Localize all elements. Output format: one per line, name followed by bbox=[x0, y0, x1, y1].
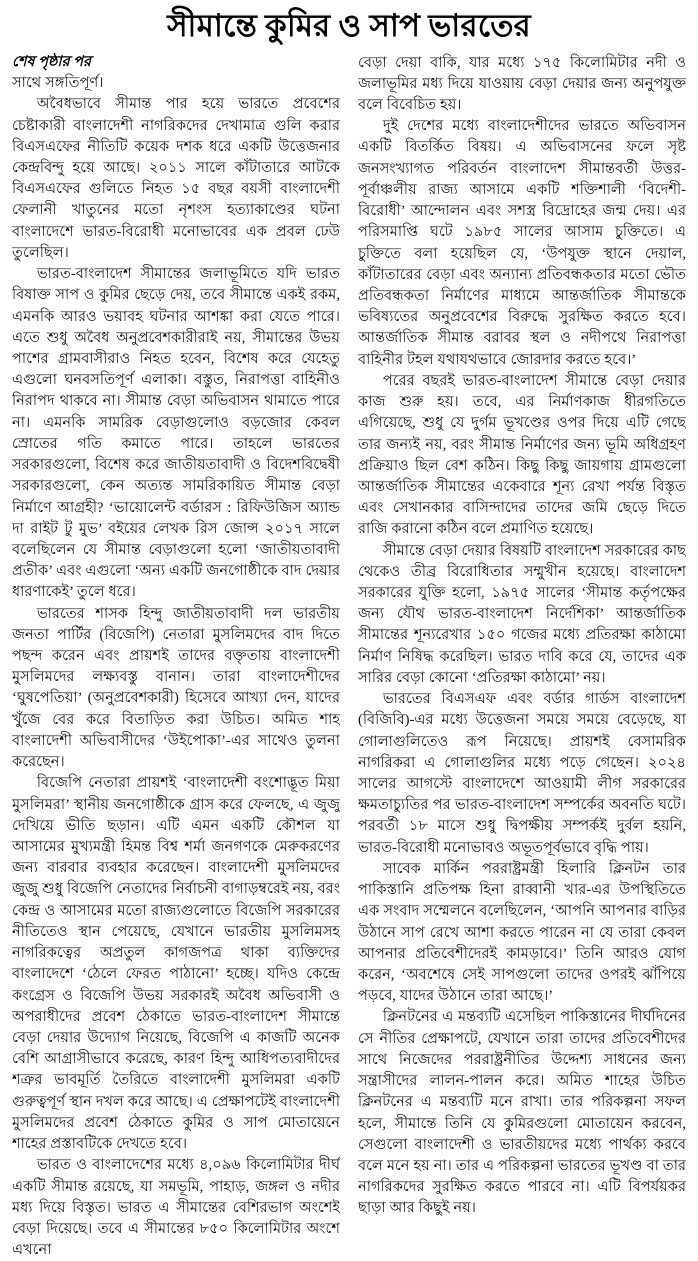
paragraph: পরের বছরই ভারত-বাংলাদেশ সীমান্তে বেড়া দেয়ার কাজ শুরু হয়। তবে, এর নির্মাণকাজ ধীরগতিতে এগিয়েছে, শুধু যে দুর্গম ভূখণ্ডের ওপর দিয়ে এটি গেছে তার জন্যই নয়, বরং সীমান্ত নির্মাণের জন্য ভূমি অধিগ্রহণ প্রক্রিয়াও ছিল বেশ কঠিন। কিছু কিছু জায়গায় গ্রামগুলো আন্তর্জাতিক সীমান্তের একেবারে শূন্য রেখা পর্যন্ত বিস্তৃত এবং সেখানকার বাসিন্দাদের তাদের জমি ছেড়ে দিতে রাজি করানো কঠিন বলে প্রমাণিত হয়েছে। bbox=[358, 372, 686, 538]
paragraph: বেড়া দেয়া বাকি, যার মধ্যে ১৭৫ কিলোমিটার নদী ও জলাভূমির মধ্য দিয়ে যাওয়ায় বেড়া দেয়ার জন্য অনুপযুক্ত বলে বিবেচিত হয়। bbox=[358, 54, 686, 114]
left-column bbox=[12, 53, 340, 1261]
paragraph: ভারত ও বাংলাদেশের মধ্যে ৪,০৯৬ কিলোমিটার দীর্ঘ একটি সীমান্ত রয়েছে, যা সমভূমি, পাহাড়, জঙ্গল ও নদীর মধ্য দিয়ে বিস্তৃত। ভারত এ সীমান্তের বেশিরভাগ অংশেই বেড়া দিয়েছে। তবে এ সীমান্তের ৮৫০ কিলোমিটার অংশে এখনো bbox=[12, 1157, 340, 1259]
article-columns bbox=[12, 53, 686, 1259]
paragraph: বিজেপি নেতারা প্রায়শই ‘বাংলাদেশী বংশোদ্ভূত মিয়া মুসলিমরা’ স্থানীয় জনগোষ্ঠীকে গ্রাস করে ফেলছে, এ জুজু দেখিয়ে ভীতি ছড়ান। এটি এমন একটি কৌশল যা আসামের মুখ্যমন্ত্রী হিমন্ত বিশ্ব শর্মা জনগণকে মেরুকরণের জন্য বারবার ব্যবহার করেছেন। বাংলাদেশী মুসলিমদের জুজু শুধু বিজেপি নেতাদের নির্বাচনী বাগাড়ম্বরেই নয়, বরং কেন্দ্র ও আসামের মতো রাজ্যগুলোতে বিজেপি সরকারের নীতিতেও স্থান পেয়েছে, যেখানে ভারতীয় মুসলিমসহ নাগরিকত্বের অপ্রতুল কাগজপত্র থাকা ব্যক্তিদের বাংলাদেশে ‘ঠেলে ফেরত পাঠানো’ হচ্ছে। যদিও কেন্দ্রে কংগ্রেস ও বিজেপি উভয় সরকারই অবৈধ অভিবাসী ও অপরাধীদের প্রবেশ ঠেকাতে ভারত-বাংলাদেশ সীমান্তে বেড়া দেয়ার উদ্যোগ নিয়েছে, বিজেপি এ কাজটি অনেক বেশি আগ্রাসীভাবে করেছে, কারণ হিন্দু আধিপত্যবাদীদের শত্রুর ভাবমূর্তি তৈরিতে বাংলাদেশী মুসলিমরা একটি গুরুত্বপূর্ণ স্থান দখল করে আছে। এ প্রেক্ষাপটেই বাংলাদেশী মুসলিমদের প্রবেশ ঠেকাতে কুমির ও সাপ মোতায়েনে শাহের প্রস্তাবটিকে দেখতে হবে। bbox=[12, 775, 340, 1153]
page-title: সীমান্তে কুমির ও সাপ ভারতের bbox=[167, 8, 531, 43]
paragraph: ভারতের বিএসএফ এবং বর্ডার গার্ডস বাংলাদেশ (বিজিবি)-এর মধ্যে উত্তেজনা সময়ে সময়ে বেড়েছে, যা গোলাগুলিতেও রূপ নিয়েছে। প্রায়শই বেসামরিক নাগরিকরা এ গোলাগুলির মধ্যে পড়ে গেছেন। ২০২৪ সালের আগস্টে বাংলাদেশে আওয়ামী লীগ সরকারের ক্ষমতাচ্যুতির পর ভারত-বাংলাদেশ সম্পর্কের অবনতি ঘটে। পরবর্তী ১৮ মাসে শুধু দ্বিপক্ষীয় সম্পর্কই দুর্বল হয়নি, ভারত-বিরোধী মনোভাবও অভূতপূর্বভাবে বৃদ্ধি পায়। bbox=[358, 691, 686, 856]
paragraph: অবৈধভাবে সীমান্ত পার হয়ে ভারতে প্রবেশের চেষ্টাকারী বাংলাদেশী নাগরিকদের দেখামাত্র গুলি করার বিএসএফের নীতিটি কয়েক দশক ধরে একটি উত্তেজনার কেন্দ্রবিন্দু হয়ে আছে। ২০১১ সালে কাঁটাতারে আটকে বিএসএফের গুলিতে নিহত ১৫ বছর বয়সী বাংলাদেশী ফেলানী খাতুনের মতো নৃশংস হত্যাকাণ্ডের ঘটনা বাংলাদেশে ভারত-বিরোধী মনোভাবের এক প্রবল ঢেউ তুলেছিল। bbox=[12, 96, 340, 261]
continuation-line: সাথে সঙ্গতিপূর্ণ। bbox=[12, 75, 104, 92]
paragraph: ভারতের শাসক হিন্দু জাতীয়তাবাদী দল ভারতীয় জনতা পার্টির (বিজেপি) নেতারা মুসলিমদের বাদ দিতে পছন্দ করেন এবং প্রায়শই তাদের বক্তৃতায় বাংলাদেশী মুসলিমদের লক্ষ্যবস্তু বানান। তারা বাংলাদেশীদের ‘ঘুষপেতিয়া’ (অনুপ্রবেশকারী) হিসেবে আখ্যা দেন, যাদের খুঁজে বের করে বিতাড়িত করা উচিত। অমিত শাহ বাংলাদেশী অভিবাসীদের ‘উইপোকা’-এর সাথেও তুলনা করেছেন। bbox=[12, 605, 340, 771]
right-column bbox=[358, 53, 686, 1220]
paragraph: সাবেক মার্কিন পররাষ্ট্রমন্ত্রী হিলারি ক্লিনটন তার পাকিস্তানি প্রতিপক্ষ হিনা রাব্বানী খার-এর উপস্থিতিতে এক সংবাদ সম্মেলনে বলেছিলেন, ‘আপনি আপনার বাড়ির উঠানে সাপ রেখে আশা করতে পারেন না যে তারা কেবল আপনার প্রতিবেশীদেরই কামড়াবে।’ তিনি আরও যোগ করেন, ‘অবশেষে সেই সাপগুলো তাদের ওপরই ঝাঁপিয়ে পড়বে, যাদের উঠানে তারা আছে।’ bbox=[358, 860, 686, 1005]
continuation-kicker: শেষ পৃষ্ঠার পর bbox=[12, 53, 91, 70]
paragraph: দুই দেশের মধ্যে বাংলাদেশীদের ভারতে অভিবাসন একটি বিতর্কিত বিষয়। এ অভিবাসনের ফলে সৃষ্ট জনসংখ্যাগত পরিবর্তন বাংলাদেশ সীমান্তবর্তী উত্তর-পূর্বাঞ্চলীয় রাজ্য আসামে একটি শক্তিশালী ‘বিদেশী-বিরোধী’ আন্দোলন এবং সশস্ত্র বিদ্রোহের জন্ম দেয়। এর পরিসমাপ্তি ঘটে ১৯৮৫ সালের আসাম চুক্তিতে। এ চুক্তিতে বলা হয়েছিল যে, ‘উপযুক্ত স্থানে দেয়াল, কাঁটাতারের বেড়া এবং অন্যান্য প্রতিবন্ধকতার মতো ভৌত প্রতিবন্ধকতা নির্মাণের মাধ্যমে আন্তর্জাতিক সীমান্তকে ভবিষ্যতের অনুপ্রবেশের বিরুদ্ধে সুরক্ষিত করতে হবে। আন্তর্জাতিক সীমান্ত বরাবর স্থল ও নদীপথে নিরাপত্তা বাহিনীর টহল যথাযথভাবে জোরদার করতে হবে।’ bbox=[358, 118, 686, 368]
paragraph: ভারত-বাংলাদেশ সীমান্তের জলাভূমিতে যদি ভারত বিষাক্ত সাপ ও কুমির ছেড়ে দেয়, তবে সীমান্তে একই রকম, এমনকি আরও ভয়াবহ ঘটনার আশঙ্কা করা যেতে পারে। এতে শুধু অবৈধ অনুপ্রবেশকারীরাই নয়, সীমান্তের উভয় পাশের গ্রামবাসীরাও নিহত হবেন, বিশেষ করে যেহেতু এগুলো ঘনবসতিপূর্ণ এলাকা। বস্তুত, নিরাপত্তা বাহিনীও নিরাপদ থাকবে না। সীমান্ত বেড়া অভিবাসন থামাতে পারে না। এমনকি সামরিক বেড়াগুলোও বড়জোর কেবল স্রোতের গতি কমাতে পারে। তাহলে ভারতের সরকারগুলো, বিশেষ করে জাতীয়তাবাদী ও বিদেশবিদ্বেষী সরকারগুলো, কেন অত্যন্ত সামরিকায়িত সীমান্ত বেড়া নির্মাণে আগ্রহী? ‘ভায়োলেন্ট বর্ডারস : রিফিউজিস অ্যান্ড দা রাইট টু মুভ’ বইয়ের লেখক রিস জোন্স ২০১৭ সালে বলেছিলেন যে সীমান্ত বেড়াগুলো হলো ‘জাতীয়তাবাদী প্রতীক’ এবং এগুলো ‘অন্য একটি জনগোষ্ঠীকে বাদ দেয়ার ধারণাকেই’ তুলে ধরে। bbox=[12, 266, 340, 601]
paragraph: সীমান্তে বেড়া দেয়ার বিষয়টি বাংলাদেশ সরকারের কাছ থেকেও তীব্র বিরোধিতার সম্মুখীন হয়েছে। বাংলাদেশ সরকারের যুক্তি হলো, ১৯৭৫ সালের ‘সীমান্ত কর্তৃপক্ষের জন্য যৌথ ভারত-বাংলাদেশ নির্দেশিকা’ আন্তর্জাতিক সীমান্তের শূন্যরেখার ১৫০ গজের মধ্যে প্রতিরক্ষা কাঠামো নির্মাণ নিষিদ্ধ করেছিল। ভারত দাবি করে যে, তাদের এক সারির বেড়া কোনো ‘প্রতিরক্ষা কাঠামো’ নয়। bbox=[358, 542, 686, 686]
paragraph: ক্লিনটনের এ মন্তব্যটি এসেছিল পাকিস্তানের দীর্ঘদিনের সে নীতির প্রেক্ষাপটে, যেখানে তারা তাদের প্রতিবেশীদের সাথে নিজেদের পররাষ্ট্রনীতির উদ্দেশ্য সাধনের জন্য সন্ত্রাসীদের লালন-পালন করে। অমিত শাহের উচিত ক্লিনটনের এ মন্তব্যটি মনে রাখা। তার পরিকল্পনা সফল হলে, সীমান্তে তিনি যে কুমিরগুলো মোতায়েন করবেন, সেগুলো বাংলাদেশী ও ভারতীয়দের মধ্যে পার্থক্য করবে বলে মনে হয় না। তার এ পরিকল্পনা ভারতের ভূখণ্ড বা তার নাগরিকদের সুরক্ষিত করতে পারবে না। এটি বিপর্যয়কর ছাড়া আর কিছুই নয়। bbox=[358, 1009, 686, 1217]
